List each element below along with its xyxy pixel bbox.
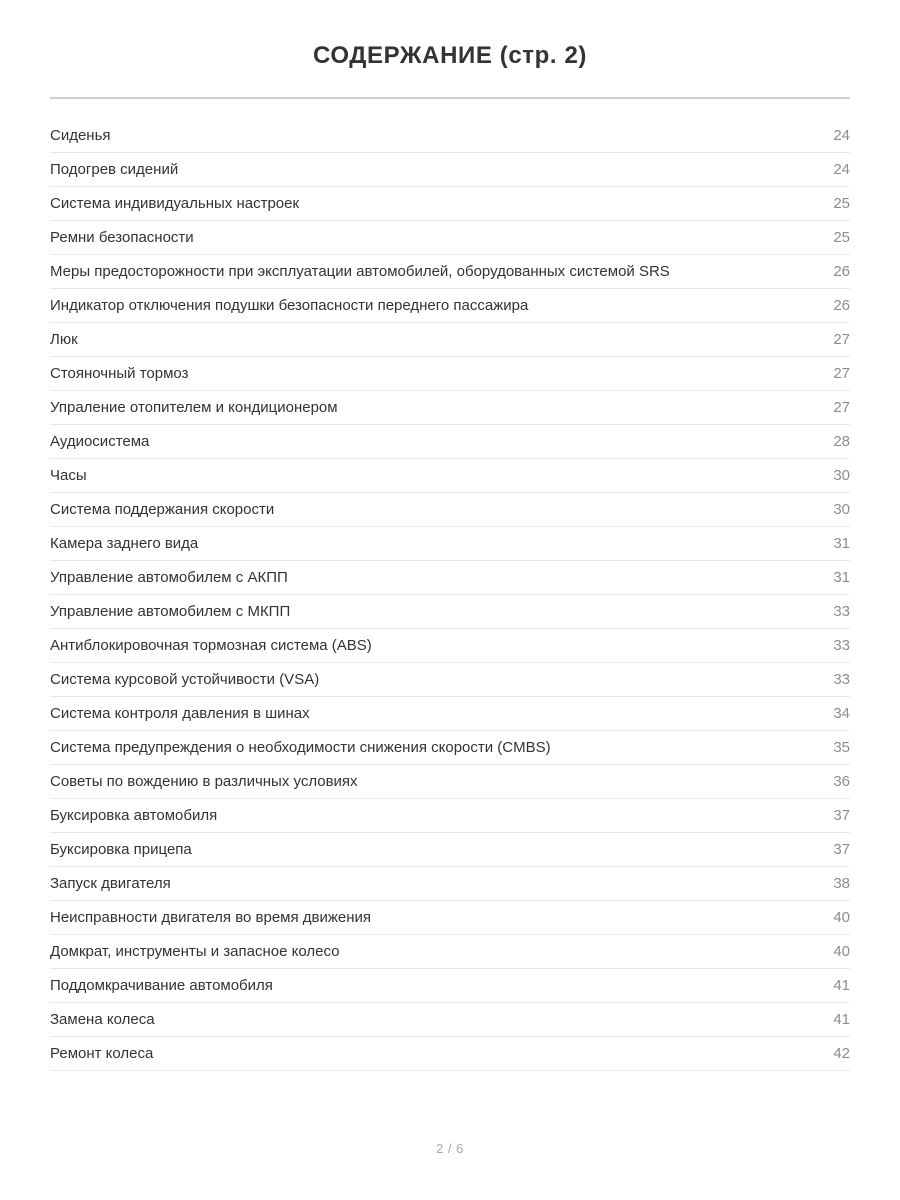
toc-entry[interactable] [50,119,850,153]
toc-entry-page-number: 27 [833,331,850,348]
toc-entry-label: Запуск двигателя [50,875,171,892]
toc-entry-label: Домкрат, инструменты и запасное колесо [50,943,340,960]
toc-entry-label: Неисправности двигателя во время движения [50,909,372,926]
toc-entry[interactable] [50,323,850,357]
toc-entry-page-number: 36 [833,773,850,790]
toc-entry-page-number: 27 [833,365,850,382]
toc-entry[interactable] [50,255,850,289]
toc-entry[interactable] [50,935,850,969]
title-divider [50,97,850,99]
toc-entry-page-number: 41 [833,977,850,994]
toc-entry-label: Система предупреждения о необходимости снижения скорости (CMBS) [50,739,551,756]
toc-entry-label: Меры предосторожности при эксплуатации автомобилей, оборудованных системой SRS [50,263,670,280]
page-indicator: 2 / 6 [436,1141,464,1156]
toc-entry-label: Управление автомобилем с МКПП [50,603,291,620]
toc-entry-page-number: 28 [833,433,850,450]
toc-entry-page-number: 30 [833,501,850,518]
toc-entry-label: Система поддержания скорости [50,501,275,518]
toc-entry[interactable] [50,391,850,425]
toc-entry-page-number: 42 [833,1045,850,1062]
toc-entry[interactable] [50,289,850,323]
toc-entry-label: Камера заднего вида [50,535,199,552]
toc-entry-page-number: 41 [833,1011,850,1028]
toc-entry-page-number: 40 [833,909,850,926]
toc-entry-label: Замена колеса [50,1011,155,1028]
toc-entry-page-number: 33 [833,637,850,654]
toc-entry-label: Поддомкрачивание автомобиля [50,977,273,994]
toc-entry-label: Система индивидуальных настроек [50,195,300,212]
toc-entry-page-number: 24 [833,127,850,144]
toc-entry[interactable] [50,221,850,255]
toc-entry-page-number: 35 [833,739,850,756]
toc-entry-label: Буксировка автомобиля [50,807,218,824]
toc-entry-label: Упраление отопителем и кондиционером [50,399,338,416]
toc-entry-page-number: 25 [833,229,850,246]
toc-entry-label: Советы по вождению в различных условиях [50,773,358,790]
toc-entry[interactable] [50,561,850,595]
toc-entry-label: Буксировка прицепа [50,841,192,858]
toc-entry-page-number: 34 [833,705,850,722]
toc-entry-label: Система курсовой устойчивости (VSA) [50,671,320,688]
toc-entry-page-number: 26 [833,263,850,280]
toc-entry[interactable] [50,969,850,1003]
toc-entry-label: Антиблокировочная тормозная система (ABS) [50,637,372,654]
toc-entry[interactable] [50,153,850,187]
toc-entry-label: Люк [50,331,78,348]
toc-entry-page-number: 38 [833,875,850,892]
toc-entry-page-number: 30 [833,467,850,484]
page-title: СОДЕРЖАНИЕ (стр. 2) [313,42,587,69]
toc-entry-label: Управление автомобилем с АКПП [50,569,288,586]
toc-entry-label: Стояночный тормоз [50,365,189,382]
toc-entry-label: Индикатор отключения подушки безопасности переднего пассажира [50,297,529,314]
toc-entry-page-number: 25 [833,195,850,212]
toc-entry[interactable] [50,527,850,561]
table-of-contents [50,119,850,1071]
toc-entry-label: Ремни безопасности [50,229,194,246]
toc-entry[interactable] [50,595,850,629]
toc-entry-label: Часы [50,467,87,484]
toc-entry[interactable] [50,799,850,833]
toc-entry[interactable] [50,493,850,527]
toc-entry[interactable] [50,833,850,867]
toc-entry[interactable] [50,901,850,935]
toc-entry[interactable] [50,425,850,459]
toc-entry[interactable] [50,629,850,663]
toc-entry-page-number: 33 [833,671,850,688]
toc-entry-page-number: 26 [833,297,850,314]
toc-entry[interactable] [50,867,850,901]
toc-entry-page-number: 33 [833,603,850,620]
toc-entry-page-number: 27 [833,399,850,416]
toc-entry-label: Ремонт колеса [50,1045,154,1062]
toc-entry-page-number: 40 [833,943,850,960]
toc-entry-page-number: 37 [833,841,850,858]
toc-entry-label: Сиденья [50,127,111,144]
toc-entry-label: Подогрев сидений [50,161,179,178]
toc-entry[interactable] [50,697,850,731]
toc-entry-label: Система контроля давления в шинах [50,705,310,722]
toc-entry[interactable] [50,459,850,493]
toc-entry[interactable] [50,187,850,221]
toc-entry-page-number: 37 [833,807,850,824]
toc-entry[interactable] [50,663,850,697]
toc-entry-page-number: 24 [833,161,850,178]
toc-entry[interactable] [50,731,850,765]
toc-entry[interactable] [50,1037,850,1071]
toc-entry[interactable] [50,765,850,799]
toc-entry-page-number: 31 [833,569,850,586]
toc-entry-page-number: 31 [833,535,850,552]
toc-entry-label: Аудиосистема [50,433,150,450]
toc-entry[interactable] [50,1003,850,1037]
toc-entry[interactable] [50,357,850,391]
